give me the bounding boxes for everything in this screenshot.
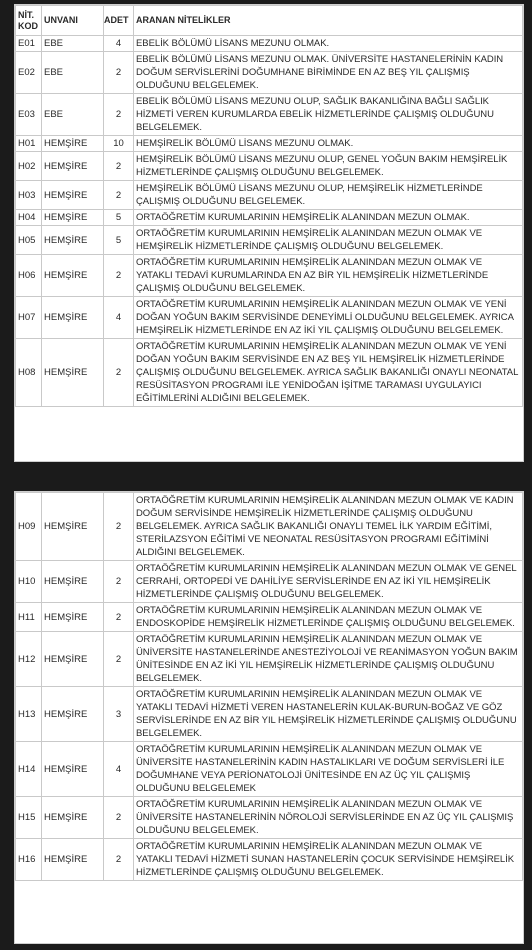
table-body-part-1 bbox=[16, 36, 523, 407]
unvan-cell: HEMŞİRE bbox=[42, 136, 104, 152]
kod-cell: H08 bbox=[16, 339, 42, 407]
table-row bbox=[16, 297, 523, 339]
adet-cell: 2 bbox=[104, 493, 134, 561]
kod-cell: E01 bbox=[16, 36, 42, 52]
header-kod: NİT. KOD bbox=[16, 6, 42, 36]
nitelik-cell: ORTAÖĞRETİM KURUMLARININ HEMŞİRELİK ALANINDAN MEZUN OLMAK VE GENEL CERRAHİ, ORTOPEDİ VE DAHİLİYE SERVİSLERİNDE EN AZ İKİ YIL HEMŞİRELİK HİZMETLERİNDE ÇALIŞMIŞ OLDUĞUNU BELGELEMEK. bbox=[134, 561, 523, 603]
table-row bbox=[16, 94, 523, 136]
adet-cell: 5 bbox=[104, 226, 134, 255]
adet-cell: 4 bbox=[104, 297, 134, 339]
nitelik-cell: ORTAÖĞRETİM KURUMLARININ HEMŞİRELİK ALANINDAN MEZUN OLMAK VE ÜNİVERSİTE HASTANELERİNİN KADIN HASTALIKLARI VE DOĞUM SERVİSLERİ İLE DOĞUMHANE VEYA PERİONATOLOJİ ÜNİTESİNDE EN AZ ÜÇ YIL ÇALIŞMIŞ OLDUĞUNU BELGELEMEK bbox=[134, 742, 523, 797]
kod-cell: E02 bbox=[16, 52, 42, 94]
nitelik-cell: ORTAÖĞRETİM KURUMLARININ HEMŞİRELİK ALANINDAN MEZUN OLMAK VE YATAKLI TEDAVİ KURUMLARINDA EN AZ BİR YIL HEMŞİRELİK HİZMETLERİNDE ÇALIŞMIŞ OLDUĞUNU BELGELEMEK. bbox=[134, 255, 523, 297]
nitelik-cell: ORTAÖĞRETİM KURUMLARININ HEMŞİRELİK ALANINDAN MEZUN OLMAK VE YATAKLI TEDAVİ HİZMETİ SUNAN HASTANELERİN ÇOCUK SERVİSİNDE HEMŞİRELİK HİZMETLERİNDE ÇALIŞMIŞ OLDUĞUNU BELGELEMEK. bbox=[134, 839, 523, 881]
nitelik-cell: ORTAÖĞRETİM KURUMLARININ HEMŞİRELİK ALANINDAN MEZUN OLMAK VE YENİ DOĞAN YOĞUN BAKIM SERVİSİNDE DENEYİMLİ OLDUĞUNU BELGELEMEK. AYRICA HEMŞİRELİK HİZMETLERİNDE EN AZ İKİ YIL ÇALIŞMIŞ OLDUĞUNU BELGELEMEK. bbox=[134, 297, 523, 339]
table-row bbox=[16, 561, 523, 603]
kod-cell: H15 bbox=[16, 797, 42, 839]
unvan-cell: HEMŞİRE bbox=[42, 181, 104, 210]
adet-cell: 2 bbox=[104, 603, 134, 632]
table-row bbox=[16, 839, 523, 881]
nitelik-cell: ORTAÖĞRETİM KURUMLARININ HEMŞİRELİK ALANINDAN MEZUN OLMAK. bbox=[134, 210, 523, 226]
nitelik-cell: ORTAÖĞRETİM KURUMLARININ HEMŞİRELİK ALANINDAN MEZUN OLMAK VE YENİ DOĞAN YOĞUN BAKIM SERVİSİNDE EN AZ BEŞ YIL HEMŞİRELİK HİZMETLERİNDE ÇALIŞMIŞ OLDUĞUNU BELGELEMEK. AYRICA SAĞLIK BAKANLIĞI ONAYLI NEONATAL RESÜSİTASYON PROGRAMI İLE YENİDOĞAN İŞİTME TARAMASI UYGULAYICI EĞİTİMLERİNİ ALDIĞINI BELGELEMEK. bbox=[134, 339, 523, 407]
unvan-cell: HEMŞİRE bbox=[42, 493, 104, 561]
header-unvan: UNVANI bbox=[42, 6, 104, 36]
unvan-cell: HEMŞİRE bbox=[42, 297, 104, 339]
adet-cell: 10 bbox=[104, 136, 134, 152]
nitelik-cell: ORTAÖĞRETİM KURUMLARININ HEMŞİRELİK ALANINDAN MEZUN OLMAK VE ÜNİVERSİTE HASTANELERİNDE ANESTEZİYOLOJİ VE REANİMASYON YOĞUN BAKIM ÜNİTESİNDE EN AZ İKİ YIL HEMŞİRELİK HİZMETLERİNDE ÇALIŞMIŞ OLDUĞUNU BELGELEMEK. bbox=[134, 632, 523, 687]
kod-cell: H16 bbox=[16, 839, 42, 881]
table-row bbox=[16, 797, 523, 839]
table-row bbox=[16, 339, 523, 407]
table-row bbox=[16, 603, 523, 632]
kod-cell: H09 bbox=[16, 493, 42, 561]
table-row bbox=[16, 493, 523, 561]
header-nitelik: ARANAN NİTELİKLER bbox=[134, 6, 523, 36]
table-row bbox=[16, 632, 523, 687]
kod-cell: E03 bbox=[16, 94, 42, 136]
nitelik-cell: ORTAÖĞRETİM KURUMLARININ HEMŞİRELİK ALANINDAN MEZUN OLMAK VE YATAKLI TEDAVİ HİZMETİ VEREN HASTANELERİN KULAK-BURUN-BOĞAZ VE GÖZ SERVİSLERİNDE EN AZ BİR YIL HEMŞİRELİK HİZMETLERİNDE ÇALIŞMIŞ OLDUĞUNU BELGELEMEK. bbox=[134, 687, 523, 742]
kod-cell: H05 bbox=[16, 226, 42, 255]
requirements-table bbox=[15, 5, 523, 407]
table-row bbox=[16, 52, 523, 94]
adet-cell: 3 bbox=[104, 687, 134, 742]
adet-cell: 2 bbox=[104, 52, 134, 94]
nitelik-cell: HEMŞİRELİK BÖLÜMÜ LİSANS MEZUNU OLUP, HEMŞİRELİK HİZMETLERİNDE ÇALIŞMIŞ OLDUĞUNU BELGELEMEK. bbox=[134, 181, 523, 210]
kod-cell: H07 bbox=[16, 297, 42, 339]
adet-cell: 2 bbox=[104, 152, 134, 181]
table-row bbox=[16, 36, 523, 52]
table-row bbox=[16, 687, 523, 742]
kod-cell: H01 bbox=[16, 136, 42, 152]
adet-cell: 2 bbox=[104, 632, 134, 687]
nitelik-cell: ORTAÖĞRETİM KURUMLARININ HEMŞİRELİK ALANINDAN MEZUN OLMAK VE KADIN DOĞUM SERVİSİNDE HEMŞİRELİK HİZMETLERİNDE ÇALIŞMIŞ OLDUĞUNU BELGELEMEK. AYRICA SAĞLIK BAKANLIĞI ONAYLI TEMEL İLK YARDIM EĞİTİMİ, STERİLAZSYON EĞİTİMİ VE NEONATAL RESÜSİTASYON PROGRAMI EĞİTİMİNİ ALDIĞINI BELGELEMEK. bbox=[134, 493, 523, 561]
adet-cell: 5 bbox=[104, 210, 134, 226]
unvan-cell: HEMŞİRE bbox=[42, 152, 104, 181]
table-header-row bbox=[16, 6, 523, 36]
kod-cell: H03 bbox=[16, 181, 42, 210]
unvan-cell: HEMŞİRE bbox=[42, 226, 104, 255]
table-row bbox=[16, 210, 523, 226]
unvan-cell: HEMŞİRE bbox=[42, 210, 104, 226]
nitelik-cell: ORTAÖĞRETİM KURUMLARININ HEMŞİRELİK ALANINDAN MEZUN OLMAK VE ÜNİVERSİTE HASTANELERİNİN NÖROLOJİ SERVİSLERİNDE EN AZ ÜÇ YIL ÇALIŞMIŞ OLDUĞUNU BELGELEMEK. bbox=[134, 797, 523, 839]
unvan-cell: HEMŞİRE bbox=[42, 603, 104, 632]
adet-cell: 4 bbox=[104, 36, 134, 52]
adet-cell: 2 bbox=[104, 255, 134, 297]
kod-cell: H02 bbox=[16, 152, 42, 181]
kod-cell: H11 bbox=[16, 603, 42, 632]
unvan-cell: HEMŞİRE bbox=[42, 255, 104, 297]
adet-cell: 2 bbox=[104, 797, 134, 839]
nitelik-cell: ORTAÖĞRETİM KURUMLARININ HEMŞİRELİK ALANINDAN MEZUN OLMAK VE ENDOSKOPİDE HEMŞİRELİK HİZMETLERİNDE ÇALIŞMIŞ OLDUĞUNU BELGELEMEK. bbox=[134, 603, 523, 632]
adet-cell: 2 bbox=[104, 181, 134, 210]
nitelik-cell: ORTAÖĞRETİM KURUMLARININ HEMŞİRELİK ALANINDAN MEZUN OLMAK VE HEMŞİRELİK HİZMETLERİNDE ÇALIŞMIŞ OLDUĞUNU BELGELEMEK. bbox=[134, 226, 523, 255]
kod-cell: H06 bbox=[16, 255, 42, 297]
adet-cell: 2 bbox=[104, 561, 134, 603]
adet-cell: 2 bbox=[104, 839, 134, 881]
unvan-cell: HEMŞİRE bbox=[42, 339, 104, 407]
unvan-cell: HEMŞİRE bbox=[42, 632, 104, 687]
unvan-cell: HEMŞİRE bbox=[42, 839, 104, 881]
table-body-part-2 bbox=[16, 493, 523, 881]
table-row bbox=[16, 742, 523, 797]
requirements-table-continued bbox=[15, 492, 523, 881]
unvan-cell: HEMŞİRE bbox=[42, 742, 104, 797]
table-row bbox=[16, 181, 523, 210]
nitelik-cell: EBELİK BÖLÜMÜ LİSANS MEZUNU OLMAK. bbox=[134, 36, 523, 52]
adet-cell: 2 bbox=[104, 339, 134, 407]
kod-cell: H12 bbox=[16, 632, 42, 687]
nitelik-cell: EBELİK BÖLÜMÜ LİSANS MEZUNU OLUP, SAĞLIK BAKANLIĞINA BAĞLI SAĞLIK HİZMETİ VEREN KURUMLARDA EBELİK HİZMETLERİNDE ÇALIŞMIŞ OLDUĞUNU BELGELEMEK. bbox=[134, 94, 523, 136]
unvan-cell: EBE bbox=[42, 94, 104, 136]
kod-cell: H04 bbox=[16, 210, 42, 226]
nitelik-cell: EBELİK BÖLÜMÜ LİSANS MEZUNU OLMAK. ÜNİVERSİTE HASTANELERİNİN KADIN DOĞUM SERVİSLERİNİ DOĞUMHANE BİRİMİNDE EN AZ BEŞ YIL ÇALIŞMIŞ OLDUĞUNU BELGELEMEK. bbox=[134, 52, 523, 94]
requirements-table-part-1 bbox=[14, 4, 524, 462]
nitelik-cell: HEMŞİRELİK BÖLÜMÜ LİSANS MEZUNU OLMAK. bbox=[134, 136, 523, 152]
table-row bbox=[16, 152, 523, 181]
kod-cell: H13 bbox=[16, 687, 42, 742]
unvan-cell: EBE bbox=[42, 52, 104, 94]
unvan-cell: HEMŞİRE bbox=[42, 797, 104, 839]
unvan-cell: HEMŞİRE bbox=[42, 687, 104, 742]
adet-cell: 4 bbox=[104, 742, 134, 797]
table-row bbox=[16, 255, 523, 297]
unvan-cell: EBE bbox=[42, 36, 104, 52]
kod-cell: H14 bbox=[16, 742, 42, 797]
unvan-cell: HEMŞİRE bbox=[42, 561, 104, 603]
table-row bbox=[16, 226, 523, 255]
requirements-table-part-2 bbox=[14, 491, 524, 944]
header-adet: ADET bbox=[104, 6, 134, 36]
table-row bbox=[16, 136, 523, 152]
nitelik-cell: HEMŞİRELİK BÖLÜMÜ LİSANS MEZUNU OLUP, GENEL YOĞUN BAKIM HEMŞİRELİK HİZMETLERİNDE ÇALIŞMIŞ OLDUĞUNU BELGELEMEK. bbox=[134, 152, 523, 181]
adet-cell: 2 bbox=[104, 94, 134, 136]
kod-cell: H10 bbox=[16, 561, 42, 603]
